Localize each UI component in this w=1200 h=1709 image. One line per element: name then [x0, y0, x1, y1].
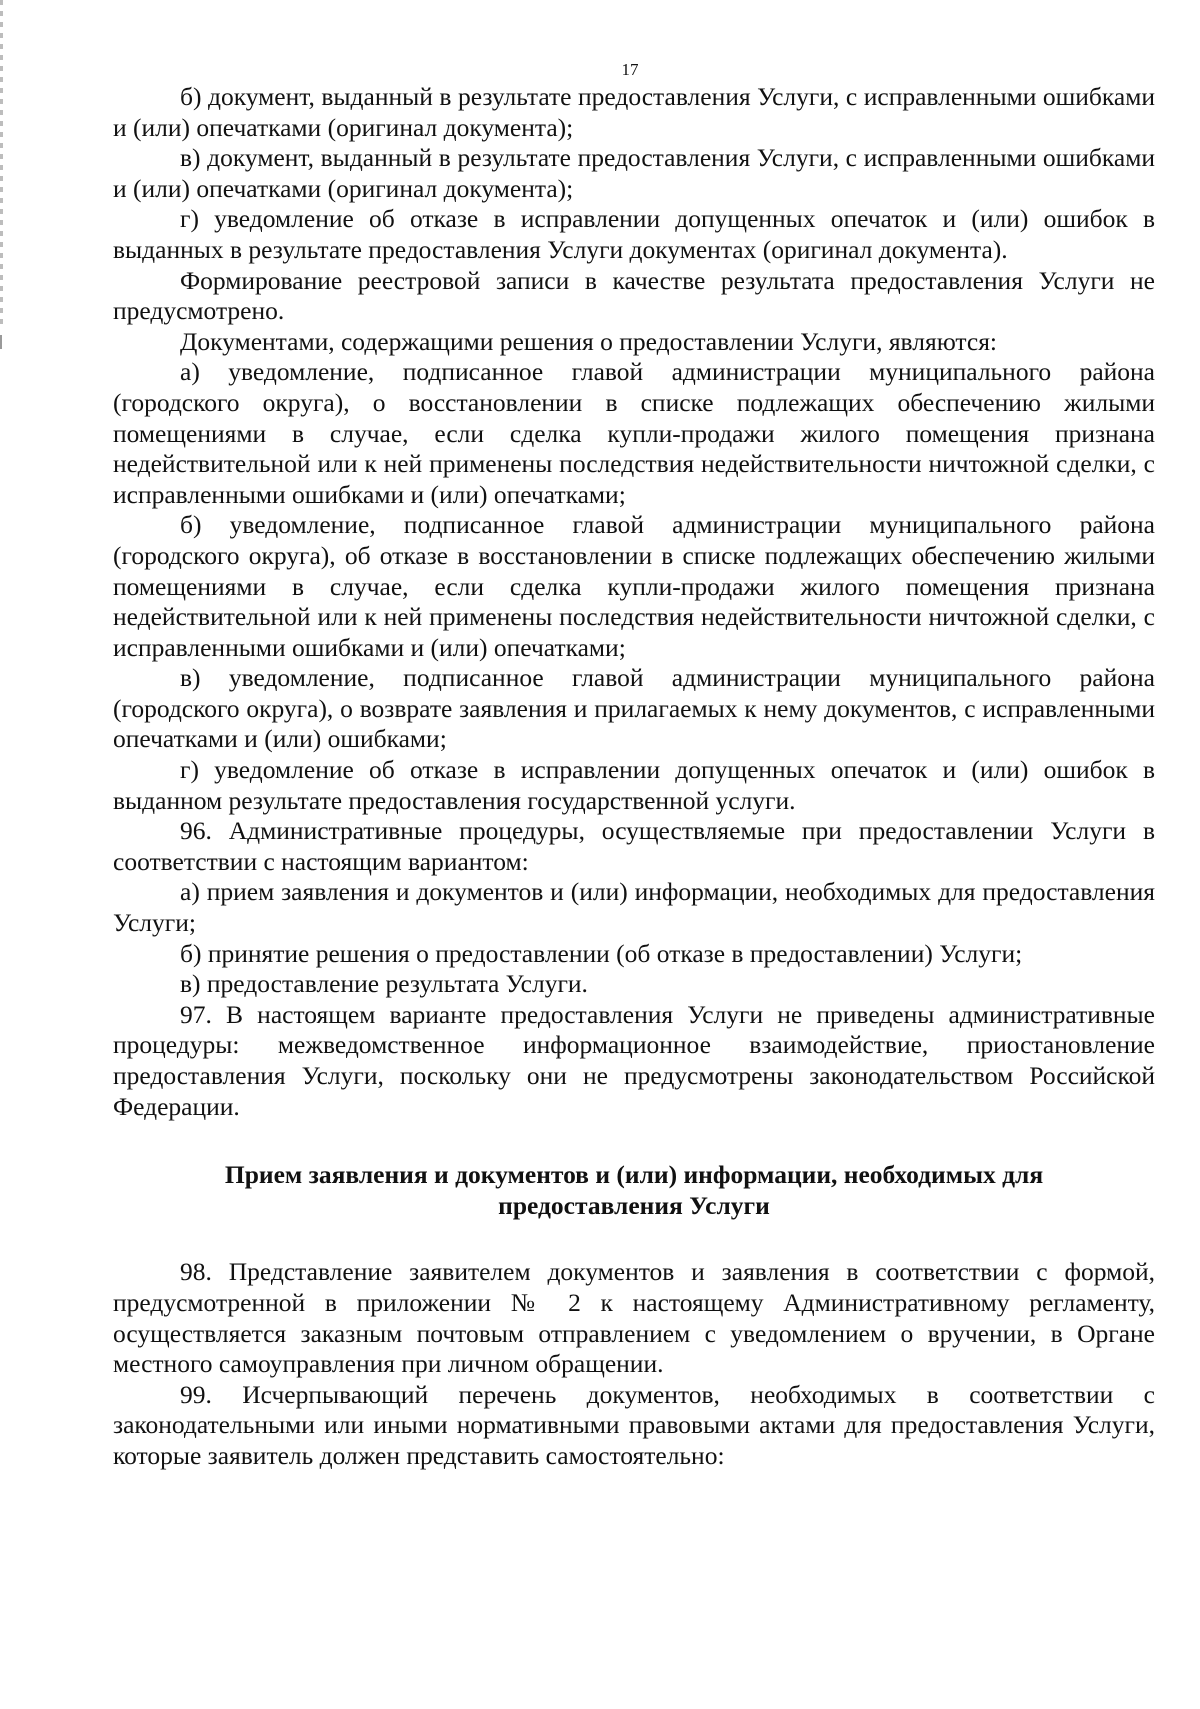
paragraph: б) документ, выданный в результате предоставления Услуги, с исправленными ошибками и (или) опечатками (оригинал документа); — [113, 82, 1155, 142]
paragraph: 96. Административные процедуры, осуществляемые при предоставлении Услуги в соответствии с настоящим вариантом: — [113, 816, 1155, 876]
paragraph: в) уведомление, подписанное главой администрации муниципального района (городского округа), о возврате заявления и прилагаемых к нему документов, с исправленными опечатками и (или) ошибками; — [113, 663, 1155, 754]
paragraph: 98. Представление заявителем документов и заявления в соответствии с формой, предусмотренной в приложении № 2 к настоящему Административному регламенту, осуществляется заказным почтовым отправлением с уведомлением о вручении, в Органе местного самоуправления при личном обращении. — [113, 1257, 1155, 1379]
paragraph: Формирование реестровой записи в качестве результата предоставления Услуги не предусмотрено. — [113, 265, 1155, 326]
paragraph: в) документ, выданный в результате предоставления Услуги, с исправленными ошибками и (или) опечатками (оригинал документа); — [113, 143, 1155, 203]
scan-mark-artifact — [0, 335, 2, 349]
document-body — [113, 82, 1155, 1472]
paragraph: 99. Исчерпывающий перечень документов, необходимых в соответствии с законодательными или иными нормативными правовыми актами для предоставления Услуги, которые заявитель должен представить самостоятельно: — [113, 1379, 1155, 1470]
paragraph: б) уведомление, подписанное главой администрации муниципального района (городского округа), об отказе в восстановлении в списке подлежащих обеспечению жилыми помещениями в случае, если сделка купли-продажи жилого помещения признана недействительной или к ней применены последствия недействительности ничтожной сделки, с исправленными ошибками и (или) опечатками; — [113, 510, 1155, 662]
paragraph: а) уведомление, подписанное главой администрации муниципального района (городского округа), о восстановлении в списке подлежащих обеспечению жилыми помещениями в случае, если сделка купли-продажи жилого помещения признана недействительной или к ней применены последствия недействительности ничтожной сделки, с исправленными ошибками и (или) опечатками; — [113, 357, 1155, 509]
paragraph: в) предоставление результата Услуги. — [180, 969, 588, 999]
section-heading: Прием заявления и документов и (или) информации, необходимых для предоставления Услуги — [224, 1160, 1044, 1220]
paragraph: б) принятие решения о предоставлении (об отказе в предоставлении) Услуги; — [180, 938, 1023, 968]
paragraph: г) уведомление об отказе в исправлении допущенных опечаток и (или) ошибок в выданном результате предоставления государственной услуги. — [113, 755, 1155, 815]
paragraph: Документами, содержащими решения о предоставлении Услуги, являются: — [180, 326, 998, 356]
scan-edge-artifact — [0, 0, 3, 330]
page-number: 17 — [621, 60, 639, 79]
paragraph: г) уведомление об отказе в исправлении допущенных опечаток и (или) ошибок в выданных в результате предоставления Услуги документах (оригинал документа). — [113, 204, 1155, 264]
paragraph: 97. В настоящем варианте предоставления Услуги не приведены административные процедуры: межведомственное информационное взаимодействие, приостановление предоставления Услуги, поскольку они не предусмотрены законодательством Российской Федерации. — [113, 999, 1155, 1121]
paragraph: а) прием заявления и документов и (или) информации, необходимых для предоставления Услуги; — [113, 877, 1155, 938]
